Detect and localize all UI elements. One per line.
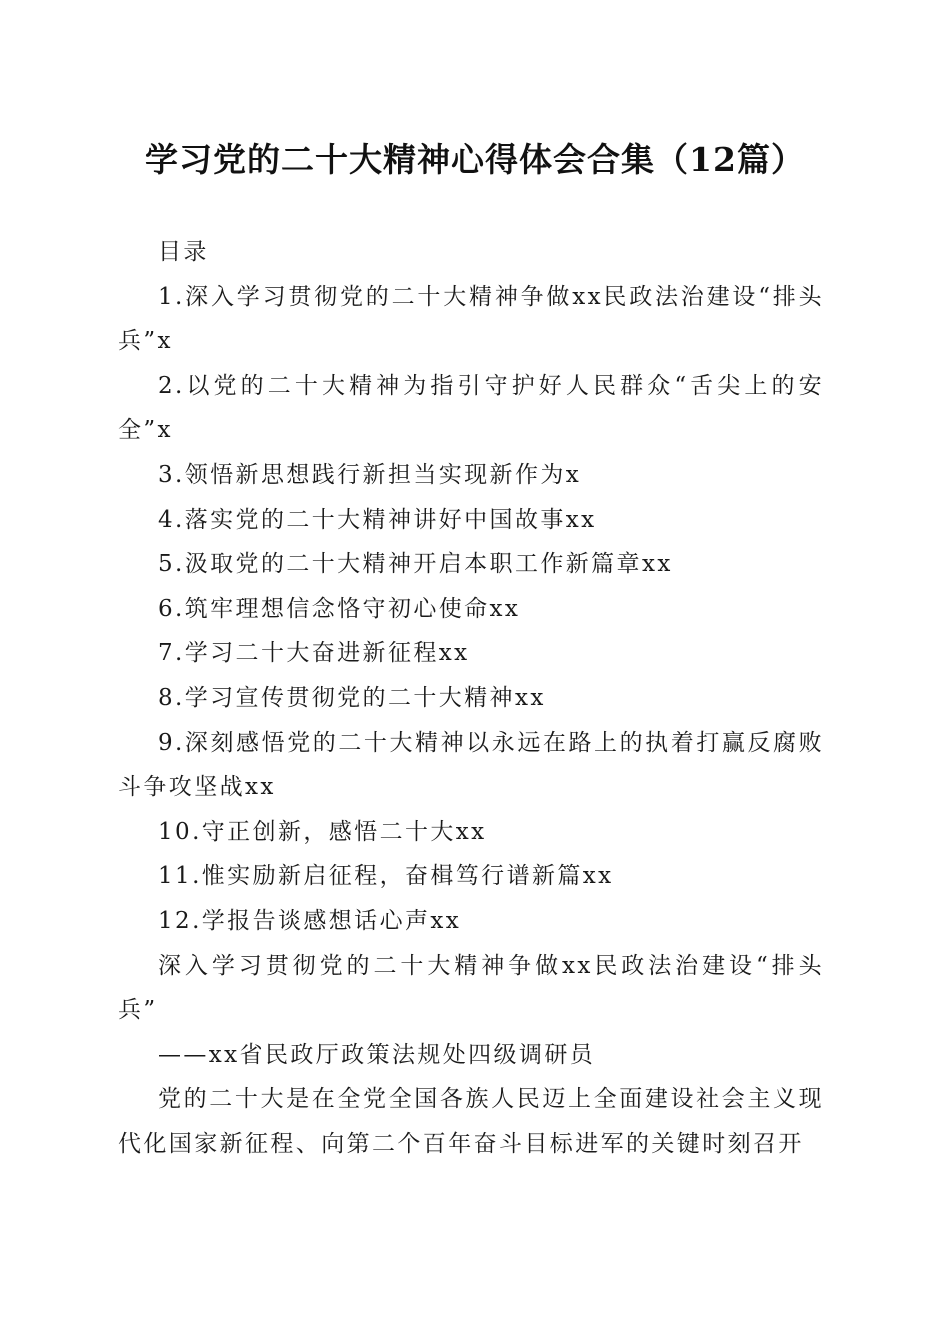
document-body: [118, 230, 824, 1166]
toc-item-1: 1.深入学习贯彻党的二十大精神争做xx民政法治建设“排头兵”x: [118, 283, 824, 355]
toc-item-12: 12.学报告谈感想话心声xx: [158, 907, 462, 934]
toc-item-2: 2.以党的二十大精神为指引守护好人民群众“舌尖上的安全”x: [118, 372, 824, 444]
toc-item-5: 5.汲取党的二十大精神开启本职工作新篇章xx: [158, 551, 673, 578]
toc-item-11: 11.惟实励新启征程，奋楫笃行谱新篇xx: [158, 863, 614, 890]
article-paragraph: 党的二十大是在全党全国各族人民迈上全面建设社会主义现代化国家新征程、向第二个百年奋斗目标进军的关键时刻召开: [118, 1086, 824, 1157]
article-title: 深入学习贯彻党的二十大精神争做xx民政法治建设“排头兵”: [118, 952, 824, 1024]
toc-heading: 目录: [158, 239, 209, 265]
document-title: 学习党的二十大精神心得体会合集（12篇）: [145, 140, 805, 179]
article-byline: ——xx省民政厅政策法规处四级调研员: [158, 1041, 596, 1068]
toc-item-3: 3.领悟新思想践行新担当实现新作为x: [158, 461, 582, 488]
toc-item-6: 6.筑牢理想信念恪守初心使命xx: [158, 595, 521, 622]
toc-item-8: 8.学习宣传贯彻党的二十大精神xx: [158, 684, 546, 711]
toc-item-9: 9.深刻感悟党的二十大精神以永远在路上的执着打赢反腐败斗争攻坚战xx: [118, 729, 824, 801]
toc-item-7: 7.学习二十大奋进新征程xx: [158, 640, 470, 667]
toc-item-10: 10.守正创新，感悟二十大xx: [158, 818, 487, 845]
toc-item-4: 4.落实党的二十大精神讲好中国故事xx: [158, 506, 597, 533]
